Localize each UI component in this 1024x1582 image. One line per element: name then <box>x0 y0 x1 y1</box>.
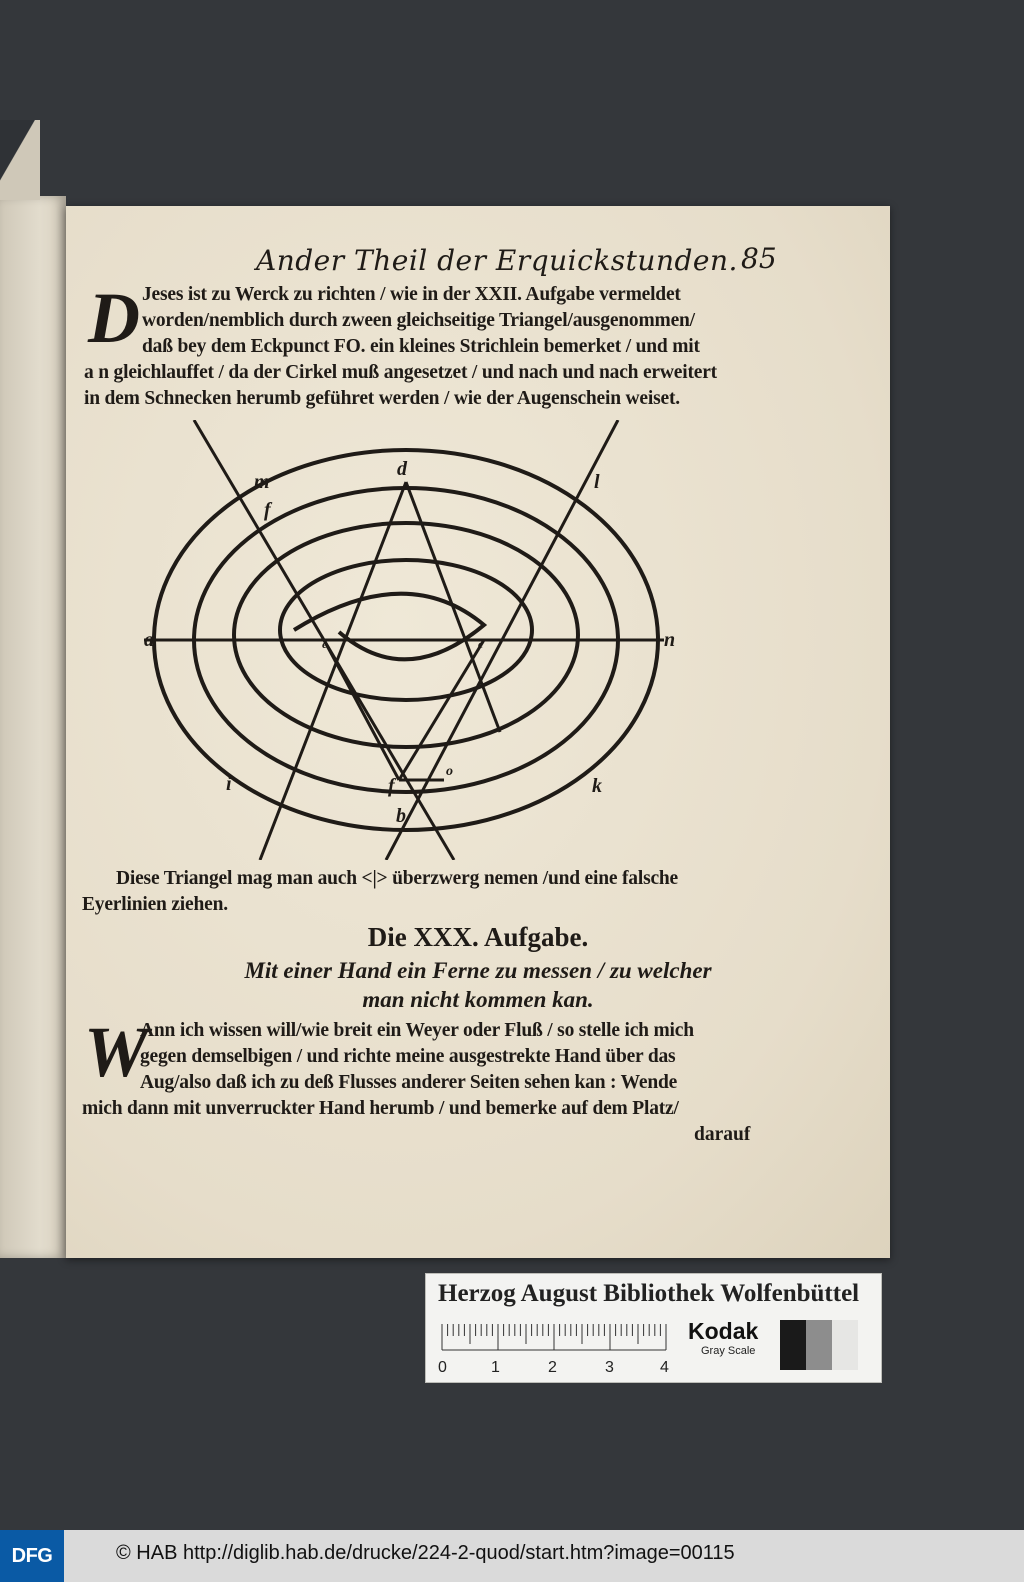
figure-label: e <box>322 637 328 651</box>
kodak-brand: Kodak <box>688 1318 759 1344</box>
figure-label: n <box>664 629 676 651</box>
text-line: a n gleichlauffet / da der Cirkel muß angesetzet / und nach und nach erweitert <box>84 362 717 383</box>
figure-label: l <box>594 471 600 493</box>
figure-label: f <box>264 499 271 521</box>
scale-ruler <box>438 1322 678 1376</box>
ellipse-2 <box>234 523 578 747</box>
text-line: daß bey dem Eckpunct FO. ein kleines Strichlein bemerket / und mit <box>142 336 700 357</box>
ruler-number: 4 <box>660 1359 669 1376</box>
text-line: Eyerlinien ziehen. <box>82 894 228 915</box>
color-calibration-card <box>425 1273 882 1383</box>
subtitle-line: Mit einer Hand ein Ferne zu messen / zu welcher <box>244 958 712 983</box>
ruler-number: 1 <box>491 1359 500 1376</box>
gray-scale-label: Gray Scale <box>701 1345 756 1357</box>
running-head: Ander Theil der Erquickstunden. <box>256 244 738 277</box>
library-name: Herzog August Bibliothek Wolfenbüttel <box>438 1280 860 1307</box>
figure-label: d <box>397 458 407 480</box>
footer-bar <box>0 1530 1024 1582</box>
subtitle-line: man nicht kommen kan. <box>362 987 594 1012</box>
gray-patch <box>832 1320 858 1370</box>
text-line: mich dann mit unverruckter Hand herumb / und bemerke auf dem Platz/ <box>82 1098 679 1119</box>
gray-patch <box>780 1320 806 1370</box>
figure-label: i <box>226 773 232 795</box>
text-line: worden/nemblich durch zween gleichseitige Triangel/ausgenommen/ <box>142 310 695 331</box>
catchword: darauf <box>694 1124 751 1145</box>
copyright-source-link[interactable]: © HAB http://diglib.hab.de/drucke/224-2-quod/start.htm?image=00115 <box>116 1542 735 1564</box>
drop-cap-initial: D <box>88 278 140 358</box>
ruler-number: 2 <box>548 1359 557 1376</box>
text-line: Jeses ist zu Werck zu richten / wie in der XXII. Aufgabe vermeldet <box>142 284 681 305</box>
text-line: Diese Triangel mag man auch <|> überzwerg nemen /und eine falsche <box>116 868 679 889</box>
section-subtitle <box>66 956 890 1014</box>
ruler-number: 3 <box>605 1359 614 1376</box>
figure-caption <box>82 866 806 918</box>
ruler-number: 0 <box>438 1359 447 1376</box>
triangle-line-1 <box>260 482 406 860</box>
paragraph-instructions <box>84 278 774 412</box>
gray-patch <box>806 1320 832 1370</box>
figure-label: a <box>144 629 154 651</box>
gray-patches <box>780 1320 858 1370</box>
book-page <box>66 206 890 1258</box>
figure-label: b <box>396 805 406 827</box>
inner-line-1 <box>324 640 399 780</box>
text-line: gegen demselbigen / und richte meine ausgestrekte Hand über das <box>140 1046 676 1067</box>
dfg-logo: DFG <box>0 1530 64 1582</box>
figure-label: f <box>388 775 395 797</box>
facing-page-curl <box>0 120 40 200</box>
paragraph-measuring <box>82 1012 772 1122</box>
figure-label: c <box>478 637 484 651</box>
text-line: Aug/also daß ich zu deß Flusses anderer Seiten sehen kan : Wende <box>140 1072 678 1093</box>
text-line: Ann ich wissen will/wie breit ein Weyer oder Fluß / so stelle ich mich <box>140 1020 694 1041</box>
figure-label: k <box>592 775 602 797</box>
section-heading: Die XXX. Aufgabe. <box>367 922 589 952</box>
page-number: 85 <box>741 242 777 275</box>
facing-page-edge <box>0 196 66 1258</box>
geometric-figure <box>144 420 704 860</box>
drop-cap-initial: W <box>84 1012 149 1092</box>
text-line: in dem Schnecken herumb geführet werden / wie der Augenschein weiset. <box>84 388 680 409</box>
figure-label: o <box>446 764 453 779</box>
figure-label: m <box>254 471 270 493</box>
